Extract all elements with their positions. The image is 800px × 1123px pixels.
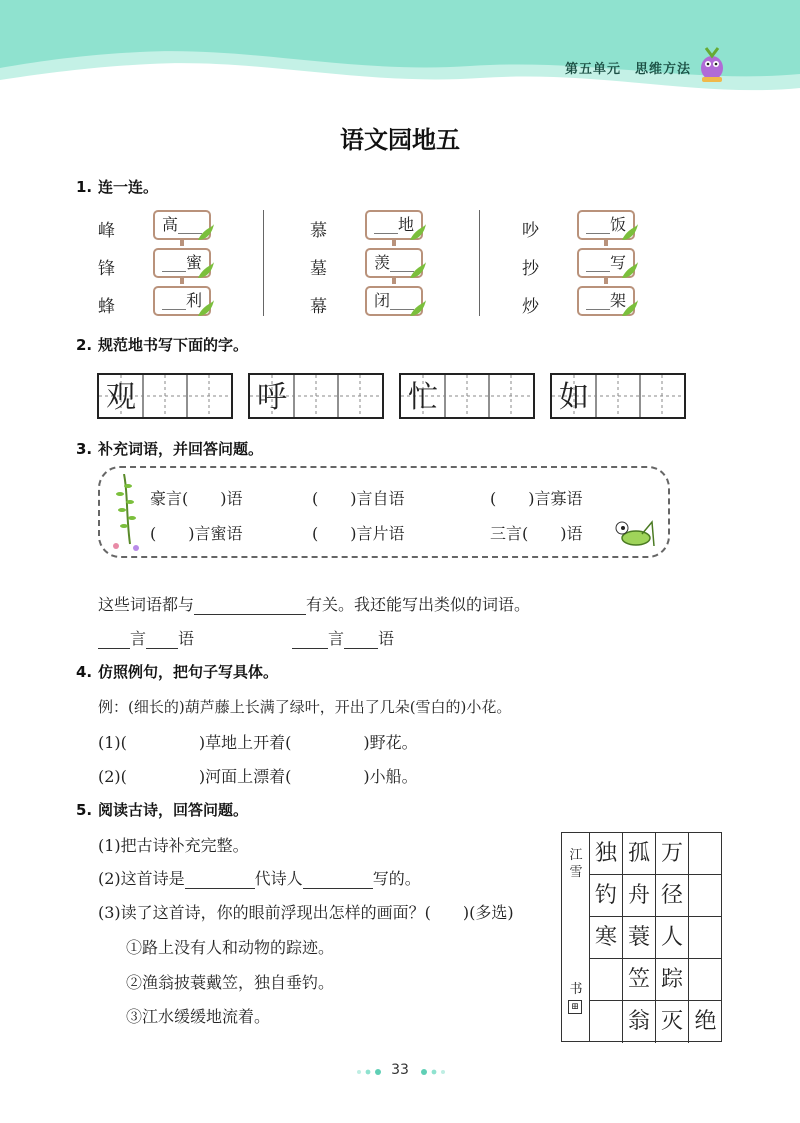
q4-item-suffix: )小船。 — [363, 767, 418, 786]
answer-blank[interactable] — [344, 631, 378, 649]
poem-cell: 蓑 — [623, 917, 656, 959]
q2-heading — [76, 334, 248, 355]
poem-cell: 万 — [656, 833, 689, 875]
idiom-blank[interactable]: ( )言片语 — [312, 524, 405, 543]
q1-char[interactable]: 幕 — [310, 297, 327, 317]
q1-char[interactable]: 炒 — [522, 297, 539, 317]
q4-item-mid: )河面上漂着( — [198, 767, 292, 786]
leaf-icon — [620, 222, 640, 316]
q1-heading-text: 连一连。 — [98, 178, 159, 196]
q1-char[interactable]: 墓 — [310, 259, 327, 279]
q3-extra-word — [98, 626, 194, 649]
poem-cell: 绝 — [694, 1009, 717, 1034]
leaf-icon — [196, 222, 216, 316]
q5-sub2-a: (2)这首诗是 — [98, 869, 185, 888]
answer-blank[interactable] — [292, 631, 328, 649]
poem-cell[interactable] — [689, 959, 722, 1001]
q1-word-tag[interactable]: ___写 — [577, 248, 635, 278]
q1-char[interactable]: 抄 — [522, 259, 539, 279]
writing-grid[interactable] — [97, 373, 233, 419]
answer-blank[interactable] — [98, 631, 130, 649]
q1-word-tag[interactable]: ___地 — [365, 210, 423, 240]
poem-title: 江雪 — [569, 848, 583, 880]
writing-grid[interactable] — [248, 373, 384, 419]
q4-item-mid: )草地上开着( — [198, 733, 292, 752]
word-char: 语 — [178, 629, 195, 648]
answer-blank[interactable] — [146, 631, 178, 649]
idiom-blank[interactable]: 三言( )语 — [490, 524, 583, 543]
q5-sub2 — [98, 866, 421, 889]
leaf-icon — [408, 222, 428, 316]
q1-word-tag[interactable]: ___饭 — [577, 210, 635, 240]
page-title: 语文园地五 — [340, 125, 460, 154]
willow-icon — [104, 474, 148, 552]
writing-grid[interactable] — [399, 373, 535, 419]
q3-sentence-start: 这些词语都与 — [98, 595, 195, 614]
answer-blank[interactable] — [185, 871, 255, 889]
q5-option[interactable]: ②渔翁披蓑戴笠，独自垂钓。 — [126, 973, 335, 992]
poem-cell: 钓 — [590, 875, 623, 917]
mascot-icon — [694, 44, 730, 84]
q4-heading-text: 仿照例句，把句子写具体。 — [98, 663, 279, 681]
q5-sub1: (1)把古诗补充完整。 — [98, 836, 249, 855]
poem-title-column — [562, 833, 590, 1041]
q4-item-suffix: )野花。 — [363, 733, 418, 752]
writing-grid[interactable] — [550, 373, 686, 419]
poem-author-label: 书 — [569, 982, 583, 997]
word-char: 言 — [328, 629, 345, 648]
unit-label: 第五单元 思维方法 — [565, 62, 692, 77]
poem-cell: 孤 — [623, 833, 656, 875]
divider — [479, 210, 480, 316]
q3-heading — [76, 438, 263, 459]
q1-word-tag[interactable]: ___利 — [153, 286, 211, 316]
idiom-blank[interactable]: ( )言自语 — [312, 489, 405, 508]
poem-cell: 径 — [656, 875, 689, 917]
q1-word-tag[interactable]: ___蜜 — [153, 248, 211, 278]
poem-cell: 笠 — [623, 959, 656, 1001]
q4-item — [98, 764, 418, 787]
q1-heading — [76, 176, 158, 197]
q5-sub2-c: 写的。 — [372, 869, 421, 888]
poem-cell: 独 — [590, 833, 623, 875]
q1-char[interactable]: 锋 — [98, 259, 115, 279]
word-char: 言 — [130, 629, 147, 648]
divider — [263, 210, 264, 316]
q5-option[interactable]: ①路上没有人和动物的踪迹。 — [126, 938, 335, 957]
poem-cell: 翁 — [623, 1001, 656, 1043]
q5-number: 5. — [76, 801, 93, 819]
model-character: 观 — [106, 380, 136, 415]
footer-dots-right — [416, 1069, 446, 1075]
model-character: 忙 — [408, 380, 438, 415]
idiom-box — [98, 466, 670, 558]
q1-word-tag[interactable]: ___架 — [577, 286, 635, 316]
idiom-blank[interactable]: ( )言蜜语 — [150, 524, 243, 543]
q1-word-tag[interactable]: 高___ — [153, 210, 211, 240]
poem-cell: 人 — [656, 917, 689, 959]
q1-char[interactable]: 吵 — [522, 221, 539, 241]
q1-char[interactable]: 慕 — [310, 221, 327, 241]
idiom-blank[interactable]: 豪言( )语 — [150, 489, 243, 508]
poem-cell: 舟 — [623, 875, 656, 917]
q5-option[interactable]: ③江水缓缓地流着。 — [126, 1007, 271, 1026]
q1-word-tag[interactable]: 羡___ — [365, 248, 423, 278]
q1-number: 1. — [76, 178, 93, 196]
page-number: 33 — [391, 1062, 409, 1078]
q5-heading-text: 阅读古诗，回答问题。 — [98, 801, 249, 819]
poem-cell: 灭 — [656, 1001, 689, 1043]
q2-heading-text: 规范地书写下面的字。 — [98, 336, 249, 354]
q3-number: 3. — [76, 440, 93, 458]
model-character: 如 — [559, 380, 589, 415]
q4-item-prefix: (2)( — [98, 767, 127, 786]
poem-cell[interactable] — [590, 1001, 623, 1043]
author-seal-icon: ⊞ — [568, 1000, 582, 1014]
q2-number: 2. — [76, 336, 93, 354]
poem-author — [568, 981, 584, 1014]
q4-example: 例：(细长的)葫芦藤上长满了绿叶，开出了几朵(雪白的)小花。 — [98, 698, 512, 716]
q4-item — [98, 730, 418, 753]
q4-heading — [76, 661, 278, 682]
q4-item-prefix: (1)( — [98, 733, 127, 752]
answer-blank[interactable] — [194, 597, 306, 615]
q4-number: 4. — [76, 663, 93, 681]
q3-extra-word — [292, 626, 394, 649]
header-wave-background — [0, 0, 800, 110]
grasshopper-icon — [612, 512, 656, 554]
q5-heading — [76, 799, 248, 820]
q3-sentence-end: 有关。我还能写出类似的词语。 — [306, 595, 531, 614]
q1-char[interactable]: 蜂 — [98, 297, 115, 317]
poem-cell[interactable] — [689, 917, 722, 959]
poem-cell[interactable] — [689, 833, 722, 875]
poem-cell[interactable] — [689, 875, 722, 917]
poem-grid — [561, 832, 722, 1042]
q1-char[interactable]: 峰 — [98, 221, 115, 241]
poem-cell: 踪 — [656, 959, 689, 1001]
idiom-blank[interactable]: ( )言寡语 — [490, 489, 583, 508]
answer-blank[interactable] — [303, 871, 373, 889]
q5-sub2-b: 代诗人 — [254, 869, 303, 888]
word-char: 语 — [378, 629, 395, 648]
model-character: 呼 — [257, 380, 287, 415]
poem-cell[interactable] — [590, 959, 623, 1001]
q5-sub3: (3)读了这首诗，你的眼前浮现出怎样的画面？( )(多选) — [98, 903, 514, 922]
q3-sentence — [98, 592, 530, 615]
q3-heading-text: 补充词语，并回答问题。 — [98, 440, 264, 458]
q1-word-tag[interactable]: 闭___ — [365, 286, 423, 316]
poem-cell: 寒 — [590, 917, 623, 959]
